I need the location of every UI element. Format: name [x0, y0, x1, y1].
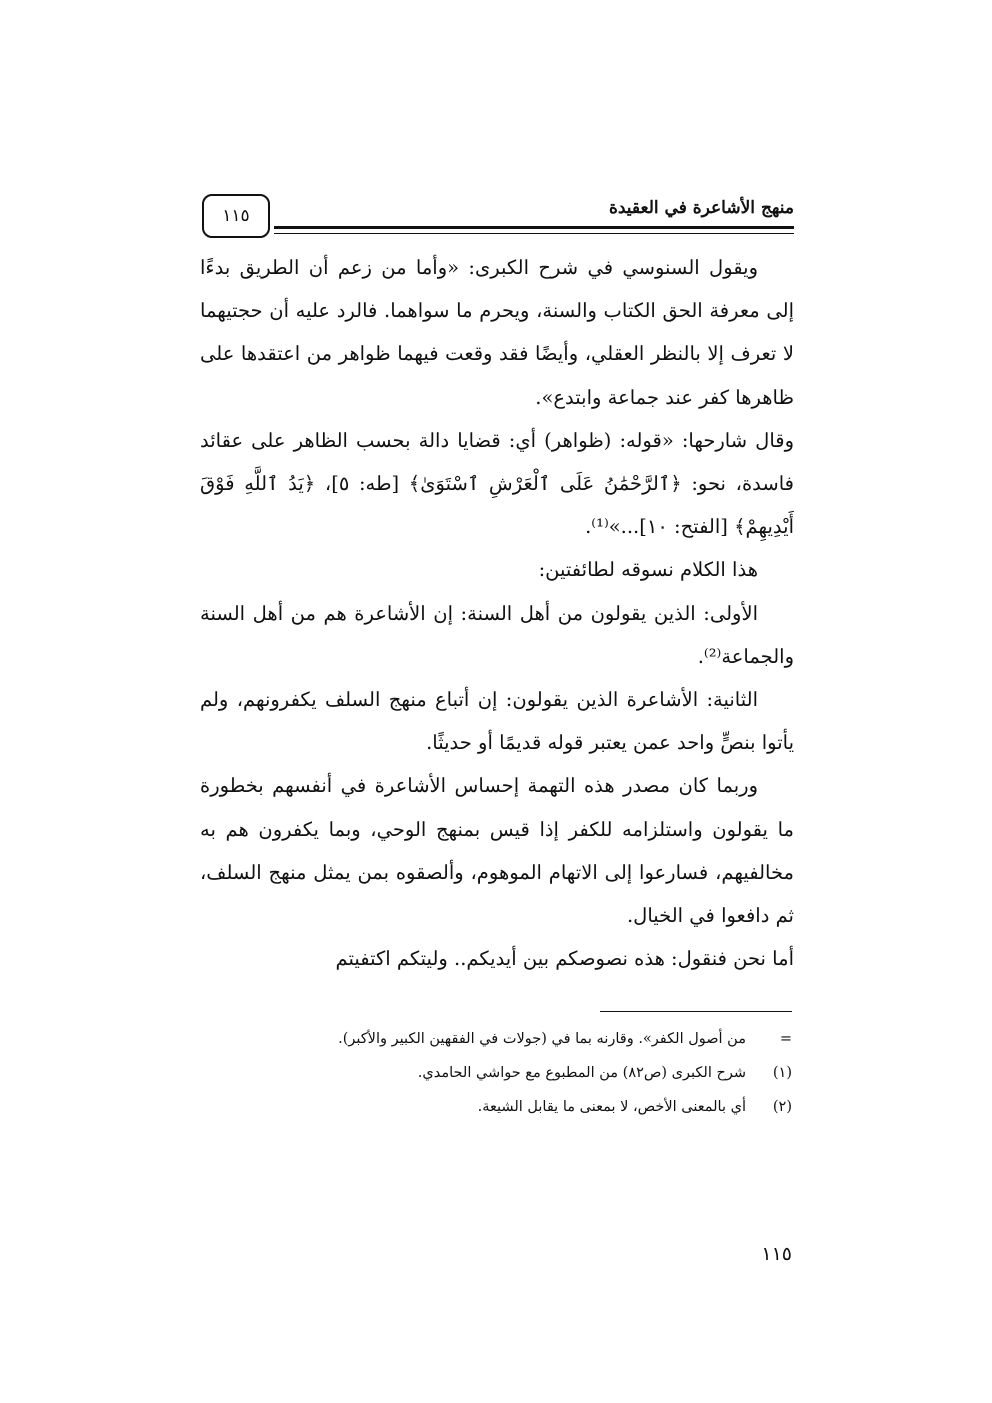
footnote-item	[240, 1090, 792, 1124]
footnote-marker: (٢)	[772, 1099, 792, 1115]
footer-page-number: ١١٥	[761, 1243, 792, 1265]
header-divider	[274, 226, 794, 234]
footnote-continuation	[240, 1022, 792, 1056]
header-page-number: ١١٥	[222, 206, 250, 226]
footnote-text: شرح الكبرى (ص٨٢) من المطبوع مع حواشي الحامدي.	[417, 1065, 746, 1081]
running-header-title: منهج الأشاعرة في العقيدة	[608, 198, 794, 218]
footnote-marker: (١)	[772, 1065, 792, 1081]
paragraph-accusation-source: وربما كان مصدر هذه التهمة إحساس الأشاعرة في أنفسهم بخطورة ما يقولون واستلزامه للكفر إذا قيس بمنهج الوحي، وبما يكفرون هم به مخالفيهم، فسارعوا إلى الاتهام الموهوم، وألصقوه بمن يمثل منهج السلف، ثم دافعوا في الخيال.	[200, 774, 794, 928]
footnote-item	[240, 1056, 792, 1090]
footnote-continuation-text: من أصول الكفر». وقارنه بما في (جولات في الفقهين الكبير والأكبر).	[338, 1031, 746, 1047]
paragraph-second-group: الثانية: الأشاعرة الذين يقولون: إن أتباع منهج السلف يكفرونهم، ولم يأتوا بنصٍّ واحد عمن يعتبر قوله قديمًا أو حديثًا.	[200, 688, 794, 755]
paragraph-two-groups: هذا الكلام نسوقه لطائفتين:	[538, 558, 758, 582]
main-text	[200, 246, 794, 980]
footnote-continuation-marker: =	[779, 1031, 792, 1047]
footnotes	[240, 1022, 792, 1124]
paragraph-conclusion: أما نحن فنقول: هذه نصوصكم بين أيديكم.. وليتكم اكتفيتم	[335, 947, 794, 971]
running-header	[202, 194, 794, 246]
paragraph-first-group: الأولى: الذين يقولون من أهل السنة: إن الأشاعرة هم من أهل السنة والجماعة⁽²⁾.	[200, 601, 794, 668]
paragraph-sanusi-quote: ويقول السنوسي في شرح الكبرى: «وأما من زعم أن الطريق بدءًا إلى معرفة الحق الكتاب والسنة، ويحرم ما سواهما. فالرد عليه أن حجتيهما لا تعرف إلا بالنظر العقلي، وأيضًا فقد وقعت فيهما ظواهر من اعتقدها على ظاهرها كفر عند جماعة وابتدع».	[200, 256, 794, 409]
header-page-number-box	[202, 194, 270, 238]
footnote-divider	[600, 1011, 792, 1012]
footnote-text: أي بالمعنى الأخص، لا بمعنى ما يقابل الشيعة.	[477, 1099, 746, 1115]
paragraph-commentator-quote: وقال شارحها: «قوله: (ظواهر) أي: قضايا دالة بحسب الظاهر على عقائد فاسدة، نحو: ﴿ٱلرَّحْمَٰنُ عَلَى ٱلْعَرْشِ ٱسْتَوَىٰ﴾ [طه: ٥]، ﴿يَدُ ٱللَّهِ فَوْقَ أَيْدِيهِمْ﴾ [الفتح: ١٠]...»⁽¹⁾.	[200, 428, 795, 539]
